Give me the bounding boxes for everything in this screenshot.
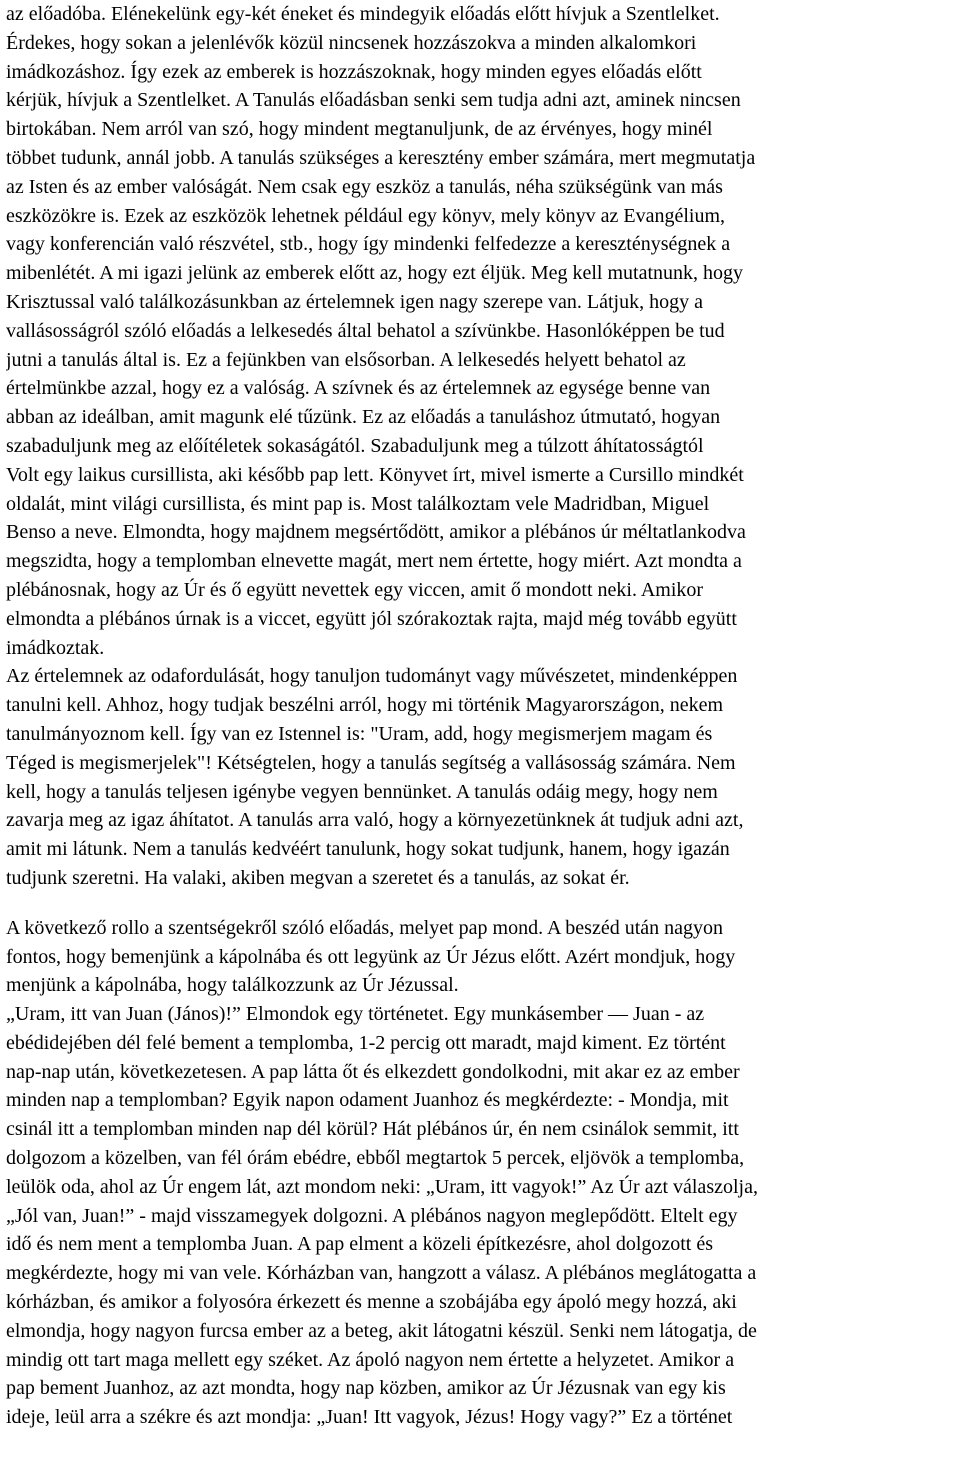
text-line: menjünk a kápolnába, hogy találkozzunk az Úr Jézussal. [6, 974, 459, 997]
text-line: mibenlétét. A mi igazi jelünk az emberek előtt az, hogy ezt éljük. Meg kell mutatnunk, hogy [6, 262, 744, 285]
text-line: értelmünkbe azzal, hogy ez a valóság. A szívnek és az értelemnek az egysége benne van [6, 377, 711, 400]
text-line: csinál itt a templomban minden nap dél körül? Hát plébános úr, én nem csinálok semmit, itt [6, 1118, 739, 1141]
text-line: „Jól van, Juan!” - majd visszamegyek dolgozni. A plébános nagyon meglepődött. Eltelt egy [6, 1204, 738, 1227]
text-line: megkérdezte, hogy mi van vele. Kórházban van, hangzott a válasz. A plébános meglátogatta a [6, 1262, 757, 1285]
text-line: amit mi látunk. Nem a tanulás kedvéért tanulunk, hogy sokat tudjunk, hanem, hogy igazán [6, 838, 730, 861]
text-line: elmondta a plébános úrnak is a viccet, együtt jól szórakoztak rajta, majd még tovább együtt [6, 607, 737, 630]
text-line: plébánosnak, hogy az Úr és ő együtt nevettek egy viccen, amit ő mondott neki. Amikor [6, 578, 704, 601]
text-line: az Isten és az ember valóságát. Nem csak egy eszköz a tanulás, néha szükségünk van más [6, 175, 723, 198]
text-line: imádkozáshoz. Így ezek az emberek is hozzászoknak, hogy minden egyes előadás előtt [6, 60, 702, 83]
text-line: zavarja meg az igaz áhítatot. A tanulás arra való, hogy a környezetünknek át tudjuk adni azt, [6, 809, 744, 832]
document-page [6, 0, 956, 1432]
text-line: kell, hogy a tanulás teljesen igénybe vegyen bennünket. A tanulás odáig megy, hogy nem [6, 780, 718, 803]
text-line: vallásosságról szóló előadás a lelkesedés által behatol a szívünkbe. Hasonlóképpen be tud [6, 319, 725, 342]
text-line: „Uram, itt van Juan (János)!” Elmondok egy történetet. Egy munkásember — Juan - az [6, 1003, 705, 1026]
text-line: kórházban, és amikor a folyosóra érkezett és menne a szobájába egy ápoló megy hozzá, aki [6, 1291, 737, 1314]
text-line: Benso a neve. Elmondta, hogy majdnem megsértődött, amikor a plébános úr méltatlankodva [6, 521, 746, 544]
text-line: tudjunk szeretni. Ha valaki, akiben megvan a szeretet és a tanulás, az sokat ér. [6, 866, 630, 889]
paragraph-gap [6, 893, 956, 914]
text-line: Volt egy laikus cursillista, aki később pap lett. Könyvet írt, mivel ismerte a Cursillo mindkét [6, 463, 744, 486]
text-line: ideje, leül arra a székre és azt mondja: „Juan! Itt vagyok, Jézus! Hogy vagy?” Ez a történet [6, 1406, 733, 1429]
text-line: imádkoztak. [6, 636, 105, 659]
text-line: szabaduljunk meg az előítéletek sokaságától. Szabaduljunk meg a túlzott áhítatosságtól [6, 434, 704, 457]
text-line: az előadóba. Elénekelünk egy-két éneket és mindegyik előadás előtt hívjuk a Szentlelket. [6, 3, 720, 25]
text-line: eszközökre is. Ezek az eszközök lehetnek például egy könyv, mely könyv az Evangélium, [6, 204, 726, 227]
text-line: tanulni kell. Ahhoz, hogy tudjak beszélni arról, hogy mi történik Magyarországon, nekem [6, 694, 724, 717]
text-line: oldalát, mint világi cursillista, és mint pap is. Most találkoztam vele Madridban, Miguel [6, 492, 710, 515]
text-line: pap bement Juanhoz, az azt mondta, hogy nap közben, amikor az Úr Jézusnak van egy kis [6, 1377, 726, 1400]
text-line: kérjük, hívjuk a Szentlelket. A Tanulás előadásban senki sem tudja adni azt, aminek nincsen [6, 89, 741, 112]
text-line: jutni a tanulás által is. Ez a fejünkben van elsősorban. A lelkesedés helyett behatol az [6, 348, 686, 371]
text-line: vagy konferencián való részvétel, stb., hogy így mindenki felfedezze a kereszténységnek a [6, 233, 731, 256]
text-line: mindig ott tart maga mellett egy széket. Az ápoló nagyon nem értette a helyzetet. Amikor a [6, 1348, 735, 1371]
text-line: ebédidejében dél felé bement a templomba, 1-2 percig ott maradt, majd kiment. Ez történt [6, 1031, 726, 1054]
text-line: többet tudunk, annál jobb. A tanulás szükséges a keresztény ember számára, mert megmutatja [6, 146, 756, 169]
text-line: abban az ideálban, amit magunk elé tűzünk. Ez az előadás a tanuláshoz útmutató, hogyan [6, 406, 721, 429]
text-line: dolgozom a közelben, van fél órám ebédre, ebből megtartok 5 percek, eljövök a templomba, [6, 1147, 745, 1170]
paragraph-block-2 [6, 914, 956, 1432]
text-line: idő és nem ment a templomba Juan. A pap elment a közeli építkezésre, ahol dolgozott és [6, 1233, 714, 1256]
text-line: Krisztussal való találkozásunkban az értelemnek igen nagy szerepe van. Látjuk, hogy a [6, 290, 703, 313]
text-line: birtokában. Nem arról van szó, hogy mindent megtanuljunk, de az érvényes, hogy minél [6, 118, 713, 141]
text-line: Az értelemnek az odafordulását, hogy tanuljon tudományt vagy művészetet, mindenképpen [6, 665, 738, 688]
text-line: fontos, hogy bemenjünk a kápolnába és ott legyünk az Úr Jézus előtt. Azért mondjuk, hogy [6, 945, 736, 968]
text-line: A következő rollo a szentségekről szóló előadás, melyet pap mond. A beszéd után nagyon [6, 916, 724, 939]
text-line: leülök oda, ahol az Úr engem lát, azt mondom neki: „Uram, itt vagyok!” Az Úr azt válaszolja, [6, 1175, 758, 1198]
text-line: elmondja, hogy nagyon furcsa ember az a beteg, akit látogatni készül. Senki nem látogatja, de [6, 1319, 757, 1342]
text-line: tanulmányoznom kell. Így van ez Istennel is: "Uram, add, hogy megismerjem magam és [6, 722, 713, 745]
paragraph-block-1 [6, 0, 956, 893]
text-line: megszidta, hogy a templomban elnevette magát, mert nem értette, hogy miért. Azt mondta a [6, 550, 742, 573]
text-line: Téged is megismerjelek"! Kétségtelen, hogy a tanulás segítség a vallásosság számára. Nem [6, 751, 736, 774]
text-line: nap-nap után, következetesen. A pap látta őt és elkezdett gondolkodni, mit akar ez az ember [6, 1060, 740, 1083]
text-line: Érdekes, hogy sokan a jelenlévők közül nincsenek hozzászokva a minden alkalomkori [6, 31, 697, 54]
text-line: minden nap a templomban? Egyik napon odament Juanhoz és megkérdezte: - Mondja, mit [6, 1089, 729, 1112]
